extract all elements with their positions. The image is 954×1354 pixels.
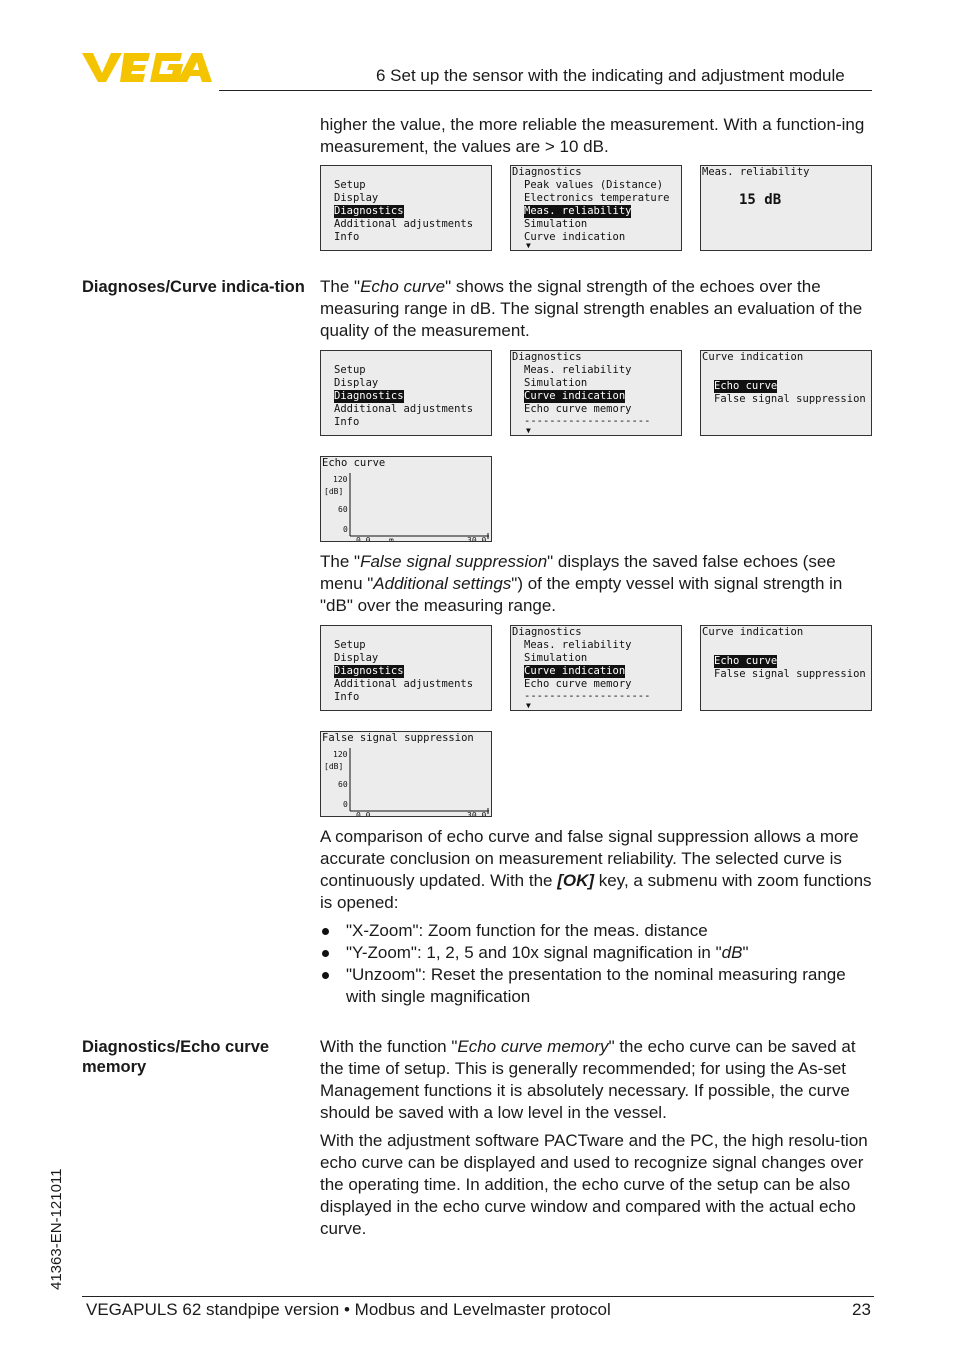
menu-item-selected: Curve indication <box>524 665 626 677</box>
display-meas-reliability <box>700 165 872 251</box>
menu-item: Additional adjustments <box>334 218 474 230</box>
header-rule <box>219 90 872 91</box>
intro-paragraph <box>320 114 875 158</box>
menu-item: Meas. reliability <box>524 364 632 376</box>
y-unit-label: [dB] <box>324 762 344 771</box>
text: " displays the saved false echoes (see menu " <box>320 552 836 593</box>
ok-key-label: [OK] <box>557 871 595 890</box>
menu-item-selected: Meas. reliability <box>524 205 632 217</box>
display-echo-curve <box>320 456 492 542</box>
menu-item: Info <box>334 691 360 703</box>
menu-item: Setup <box>334 364 366 376</box>
list-item <box>320 942 875 964</box>
menu-item: Echo curve memory <box>524 403 632 415</box>
text: key, a submenu with zoom functions is opened: <box>320 871 872 912</box>
screen-title: Diagnostics <box>512 166 582 178</box>
y-tick-label: 60 <box>338 780 348 789</box>
menu-item: Simulation <box>524 377 588 389</box>
y-tick-label: 60 <box>338 505 348 514</box>
section-heading-curve-indication: Diagnoses/Curve indica-tion <box>82 278 305 296</box>
bullet-icon <box>322 928 329 935</box>
menu-item: Setup <box>334 639 366 651</box>
menu-item: Echo curve memory <box>524 678 632 690</box>
x-tick-label: 30.0 <box>467 811 487 818</box>
menu-item-selected: Diagnostics <box>334 205 404 217</box>
menu-item-selected: Diagnostics <box>334 665 404 677</box>
y-tick-label: 0 <box>343 800 348 809</box>
display-main-menu <box>320 350 492 436</box>
text: ") of the empty vessel with signal strength in "dB" over the measuring range. <box>320 574 843 615</box>
screen-title: Curve indication <box>702 626 804 638</box>
display-main-menu <box>320 625 492 711</box>
menu-item: Simulation <box>524 218 588 230</box>
arrow-down-icon: ▼ <box>526 426 531 435</box>
emphasis: dB <box>721 943 743 962</box>
list-item-text: "X-Zoom": Zoom function for the meas. distance <box>346 921 708 940</box>
screen-title: Diagnostics <box>512 626 582 638</box>
display-main-menu <box>320 165 492 251</box>
list-item <box>320 964 875 1008</box>
text: The " <box>320 552 361 571</box>
display-curve-indication <box>700 625 872 711</box>
x-tick-label: 0.0 <box>356 811 371 818</box>
text: With the function " <box>320 1037 458 1056</box>
y-tick-label: 0 <box>343 525 348 534</box>
emphasis: False signal suppression <box>360 552 548 571</box>
page-header-title: 6 Set up the sensor with the indicating and adjustment module <box>376 66 845 85</box>
screen-title: Echo curve <box>322 457 386 469</box>
emphasis: Additional settings <box>373 574 512 593</box>
y-tick-label: 120 <box>333 475 348 484</box>
menu-item: False signal suppression <box>714 393 866 405</box>
menu-item: Display <box>334 377 379 389</box>
emphasis: Echo curve <box>360 277 446 296</box>
footer-title: VEGAPULS 62 standpipe version • Modbus and Levelmaster protocol <box>86 1300 611 1319</box>
text: " the echo curve can be saved at the time of setup. This is generally recommended; for using the As-set Management functions it is absolutely necessary. If possible, the curve should be saved with a low level in the vessel. <box>320 1037 856 1122</box>
x-tick-label: 0.0 <box>356 536 371 543</box>
menu-separator: -------------------- <box>524 415 651 427</box>
display-false-signal-suppression <box>320 731 492 817</box>
menu-item-selected: Echo curve <box>714 655 778 667</box>
list-item-text: "Unzoom": Reset the presentation to the nominal measuring range with single magnification <box>346 965 846 1006</box>
menu-item: Electronics temperature <box>524 192 670 204</box>
arrow-down-icon: ▼ <box>526 701 531 710</box>
text: The " <box>320 277 361 296</box>
screen-title: Meas. reliability <box>702 166 810 178</box>
menu-item: Setup <box>334 179 366 191</box>
screen-title: False signal suppression <box>322 732 474 744</box>
menu-item: Additional adjustments <box>334 678 474 690</box>
curve-indication-paragraph <box>320 276 875 342</box>
menu-item: Peak values (Distance) <box>524 179 664 191</box>
display-diagnostics-menu <box>510 625 682 711</box>
comparison-paragraph <box>320 826 875 914</box>
pactware-paragraph: With the adjustment software PACTware and the PC, the high resolu-tion echo curve can be displayed and used to recognize signal changes over the operating time. In addition, the echo curve of the setup can be also displayed in the echo curve window and compared with the actual echo curve. <box>320 1131 868 1238</box>
menu-item: Curve indication <box>524 231 626 243</box>
screen-title: Diagnostics <box>512 351 582 363</box>
menu-item: Meas. reliability <box>524 639 632 651</box>
zoom-options-list <box>320 920 875 1008</box>
list-item <box>320 920 875 942</box>
menu-item: False signal suppression <box>714 668 866 680</box>
list-item-text: "Y-Zoom": 1, 2, 5 and 10x signal magnification in " <box>346 943 722 962</box>
menu-item: Display <box>334 652 379 664</box>
display-curve-indication <box>700 350 872 436</box>
document-code: 41363-EN-121011 <box>48 1168 65 1290</box>
text: A comparison of echo curve and false signal suppression allows a more accurate conclusion on measurement reliability. The selected curve is continuously updated. With the <box>320 827 859 890</box>
x-tick-label: 30.0 <box>467 536 487 543</box>
list-item-text: " <box>742 943 749 962</box>
emphasis: Echo curve memory <box>457 1037 609 1056</box>
text: " shows the signal strength of the echoes over the measuring range in dB. The signal strength enables an evaluation of the quality of the measurement. <box>320 277 863 340</box>
footer-rule <box>82 1296 874 1297</box>
menu-item-selected: Echo curve <box>714 380 778 392</box>
bullet-icon <box>322 972 329 979</box>
menu-item: Simulation <box>524 652 588 664</box>
intro-text: higher the value, the more reliable the measurement. With a function-ing measurement, the values are > 10 dB. <box>320 115 865 156</box>
display-diagnostics-menu <box>510 350 682 436</box>
page-number: 23 <box>852 1300 871 1319</box>
arrow-down-icon: ▼ <box>526 241 531 250</box>
menu-item: Display <box>334 192 379 204</box>
menu-item: Info <box>334 231 360 243</box>
menu-separator: -------------------- <box>524 690 651 702</box>
menu-item-selected: Diagnostics <box>334 390 404 402</box>
y-unit-label: [dB] <box>324 487 344 496</box>
menu-item-selected: Curve indication <box>524 390 626 402</box>
section-heading-echo-curve-memory: Diagnostics/Echo curve memory <box>82 1038 270 1076</box>
screen-title: Curve indication <box>702 351 804 363</box>
menu-item: Additional adjustments <box>334 403 474 415</box>
x-unit-label: m <box>389 536 394 543</box>
display-diagnostics-menu <box>510 165 682 251</box>
echo-curve-memory-paragraph <box>320 1036 875 1240</box>
menu-item: Info <box>334 416 360 428</box>
y-tick-label: 120 <box>333 750 348 759</box>
false-signal-paragraph <box>320 551 875 617</box>
bullet-icon <box>322 950 329 957</box>
vega-logo <box>82 50 212 84</box>
reliability-value: 15 dB <box>739 192 782 208</box>
